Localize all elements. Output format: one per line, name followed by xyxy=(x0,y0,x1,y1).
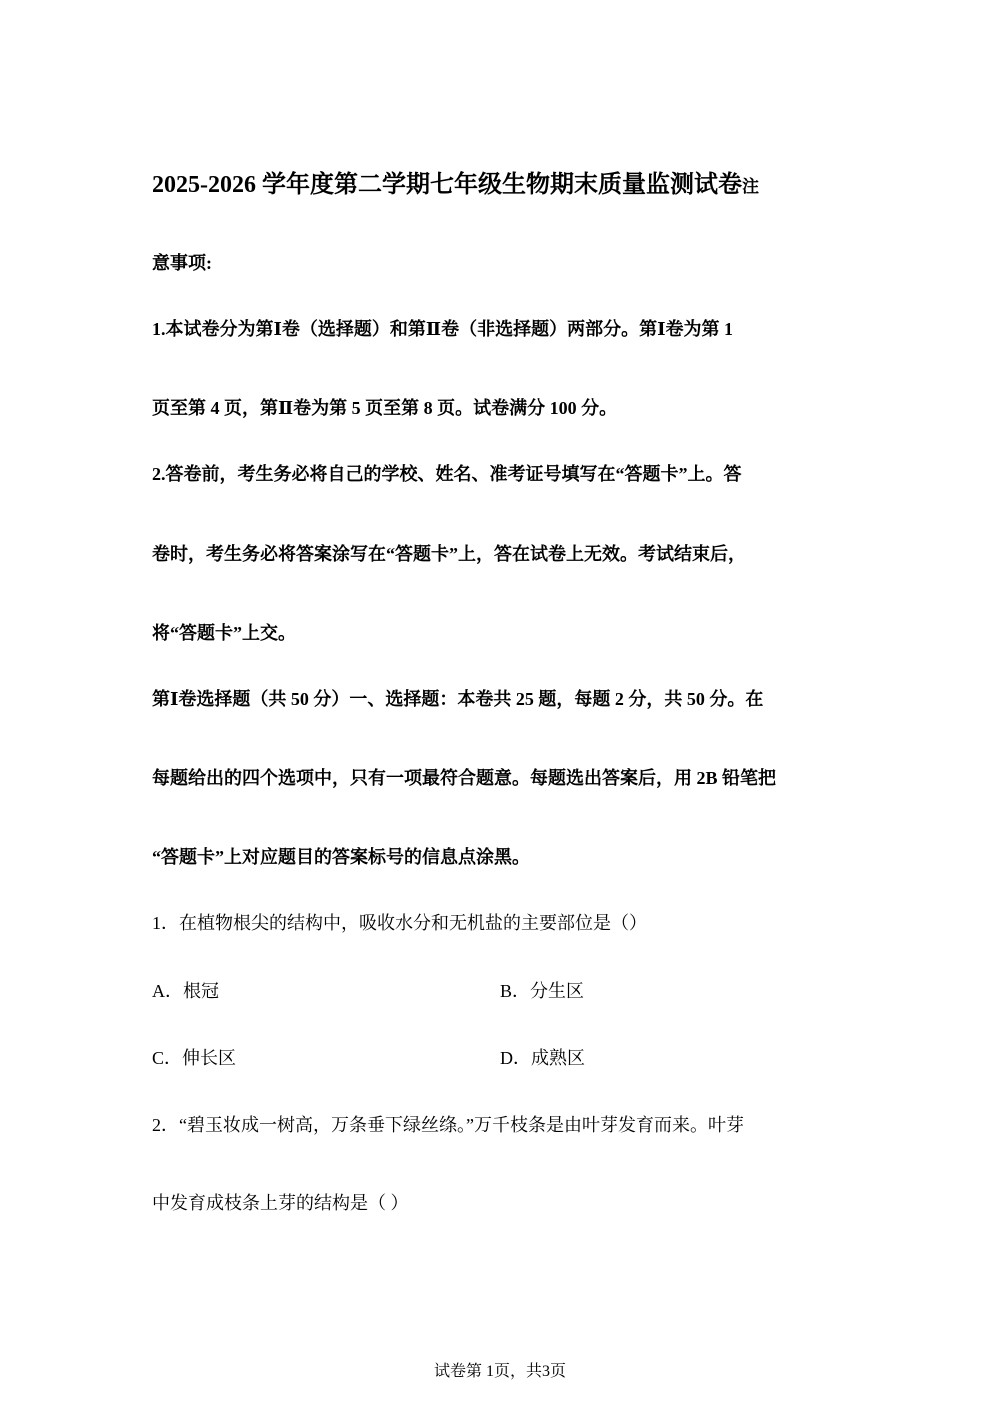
section1-line3: “答题卡”上对应题目的答案标号的信息点涂黑。 xyxy=(152,847,530,867)
question-1-option-a: A．根冠 xyxy=(152,981,219,1001)
section1-line1: 第Ⅰ卷选择题（共 50 分）一、选择题：本卷共 25 题，每题 2 分，共 50 分。在 xyxy=(152,689,764,709)
section1-line2: 每题给出的四个选项中，只有一项最符合题意。每题选出答案后，用 2B 铅笔把 xyxy=(152,768,777,788)
title-main: 2025-2026 学年度第二学期七年级生物期末质量监测试卷 xyxy=(152,172,742,198)
question-2-stem-line2: 中发育成枝条上芽的结构是（ ） xyxy=(152,1193,409,1213)
question-1-option-b: B．分生区 xyxy=(500,981,585,1001)
question-1-option-c: C．伸长区 xyxy=(152,1048,237,1068)
page-footer: 试卷第 1页，共3页 xyxy=(433,1363,566,1380)
notice-heading: 意事项: xyxy=(152,253,212,273)
title-tail: 注 xyxy=(742,177,759,197)
question-1-stem: 1．在植物根尖的结构中，吸收水分和无机盐的主要部位是（） xyxy=(152,913,647,933)
notice-item2-line1: 2.答卷前，考生务必将自己的学校、姓名、准考证号填写在“答题卡”上。答 xyxy=(152,464,742,484)
notice-item2-line2: 卷时，考生务必将答案涂写在“答题卡”上，答在试卷上无效。考试结束后， xyxy=(152,544,746,564)
question-1-option-d: D．成熟区 xyxy=(500,1048,585,1068)
notice-item1-line1: 1.本试卷分为第Ⅰ卷（选择题）和第Ⅱ卷（非选择题）两部分。第Ⅰ卷为第 1 xyxy=(152,319,734,339)
page-title xyxy=(152,173,759,197)
question-2-stem-line1: 2．“碧玉妆成一树高，万条垂下绿丝绦。”万千枝条是由叶芽发育而来。叶芽 xyxy=(152,1115,744,1135)
notice-item2-line3: 将“答题卡”上交。 xyxy=(152,623,296,643)
notice-item1-line2: 页至第 4 页，第Ⅱ卷为第 5 页至第 8 页。试卷满分 100 分。 xyxy=(152,398,618,418)
